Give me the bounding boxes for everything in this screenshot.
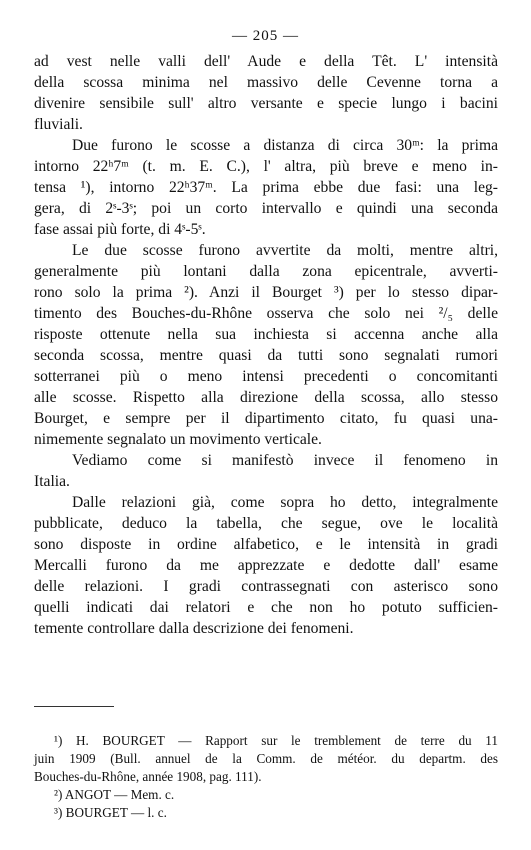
text-line: generalmente più lontani dalla zona epicentrale, avverti-	[34, 263, 498, 280]
text-line: sotterranei più o meno intensi precedenti o concomitanti	[34, 368, 498, 385]
text-line: alle scosse. Rispetto alla direzione della scossa, allo stesso	[34, 389, 498, 406]
text-line: Due furono le scosse a distanza di circa 30ᵐ: la prima	[72, 137, 498, 154]
text-line: tensa ¹), intorno 22ʰ37ᵐ. La prima ebbe due fasi: una leg-	[34, 179, 498, 196]
footnote-paragraph	[34, 786, 498, 804]
footnotes	[34, 732, 498, 822]
text-line: seconda scossa, mentre quasi da tutti sono segnalati rumori	[34, 347, 498, 364]
footnote-divider	[34, 706, 114, 707]
text-line: divenire sensibile sull' altro versante e specie lungo i bacini	[34, 95, 498, 112]
text-line: Mercalli furono da me apprezzate e dedotte dall' esame	[34, 557, 498, 574]
text-paragraph	[34, 240, 498, 450]
text-line: intorno 22ʰ7ᵐ (t. m. E. C.), l' altra, più breve e meno in-	[34, 158, 498, 175]
footnote-paragraph	[34, 804, 498, 822]
text-paragraph	[34, 492, 498, 639]
text-line: rono solo la prima ²). Anzi il Bourget ³) per lo stesso dipar-	[34, 284, 498, 301]
footnote-line: ²) ANGOT — Mem. c.	[54, 787, 175, 802]
text-line: della scossa minima nel massivo delle Cevenne torna a	[34, 74, 498, 91]
text-line: Bourget, e sempre per il dipartimento citato, fu quasi una-	[34, 410, 498, 427]
text-line: nimemente segnalato un movimento verticale.	[34, 431, 322, 448]
footnote-line: ¹) H. BOURGET — Rapport sur le tremblement de terre du 11	[54, 733, 498, 748]
footnote-line: ³) BOURGET — l. c.	[54, 805, 167, 820]
text-line: ad vest nelle valli dell' Aude e della Têt. L' intensità	[34, 53, 498, 70]
text-line: Vediamo come si manifestò invece il fenomeno in	[72, 452, 498, 469]
text-line: risposte ottenute nella sua inchiesta si accenna anche alla	[34, 326, 498, 343]
text-line: Italia.	[34, 473, 70, 490]
footnote-line: Bouches-du-Rhône, année 1908, pag. 111).	[34, 769, 262, 784]
page-number: — 205 —	[232, 28, 299, 44]
footnote-line: juin 1909 (Bull. annuel de la Comm. de météor. du departm. des	[34, 751, 498, 766]
text-line: delle relazioni. I gradi contrassegnati con asterisco sono	[34, 578, 498, 595]
text-line: quelli indicati dai relatori e che non ho potuto sufficien-	[34, 599, 498, 616]
body-text	[34, 51, 498, 639]
text-paragraph	[34, 450, 498, 492]
text-line: pubblicate, deduco la tabella, che segue, ove le località	[34, 515, 498, 532]
text-line: fase assai più forte, di 4ˢ-5ˢ.	[34, 221, 206, 238]
text-line: Dalle relazioni già, come sopra ho detto, integralmente	[72, 494, 498, 511]
footnote-paragraph	[34, 732, 498, 786]
text-line: temente controllare dalla descrizione dei fenomeni.	[34, 620, 354, 637]
text-paragraph	[34, 135, 498, 240]
text-paragraph	[34, 51, 498, 135]
text-line: Le due scosse furono avvertite da molti, mentre altri,	[72, 242, 498, 259]
text-line: sono disposte in ordine alfabetico, e le intensità in gradi	[34, 536, 498, 553]
text-line: timento des Bouches-du-Rhône osserva che solo nei ²/₅ delle	[34, 305, 498, 322]
text-line: fluviali.	[34, 116, 83, 133]
text-line: gera, di 2ˢ-3ˢ; poi un corto intervallo e quindi una seconda	[34, 200, 498, 217]
